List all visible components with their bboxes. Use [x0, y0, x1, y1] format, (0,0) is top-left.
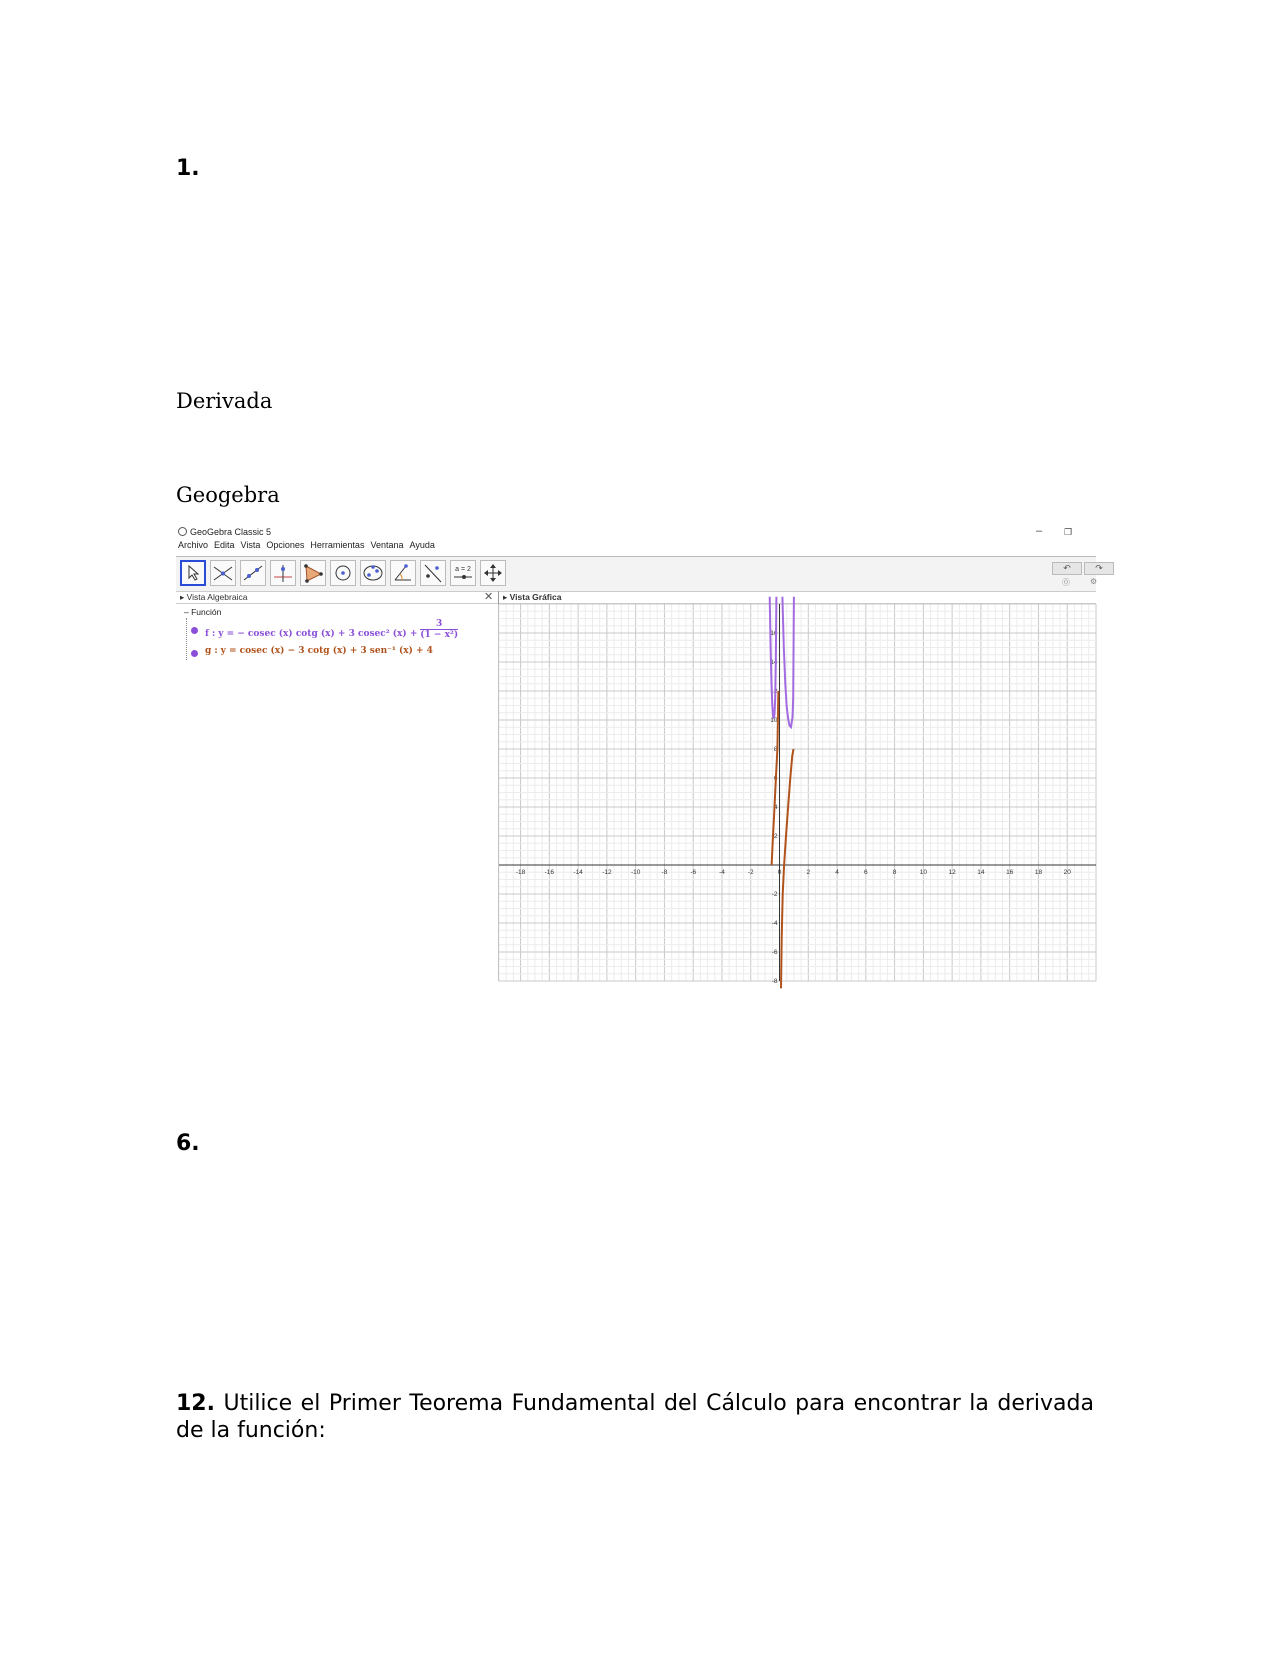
minimize-icon[interactable]: – — [1036, 525, 1043, 537]
graphics-view — [499, 591, 1096, 985]
function-category[interactable]: – Función — [184, 607, 222, 617]
menu-ayuda[interactable]: Ayuda — [409, 540, 435, 550]
x-tick-label: -18 — [515, 869, 526, 876]
y-tick-label: -4 — [771, 920, 778, 927]
geogebra-label: Geogebra — [176, 483, 280, 507]
f-formula[interactable] — [205, 619, 459, 644]
move-tool-button[interactable] — [180, 560, 206, 586]
g-visibility-toggle[interactable] — [191, 650, 198, 657]
redo-icon: ↷ — [1095, 563, 1103, 573]
undo-icon: ↶ — [1063, 563, 1071, 573]
close-icon[interactable]: ✕ — [484, 591, 494, 603]
line-icon — [242, 563, 264, 583]
reflect-line-icon — [422, 563, 444, 583]
menu-herramientas[interactable]: Herramientas — [310, 540, 365, 550]
toolbar — [176, 556, 1103, 592]
item-6-number: 6. — [176, 1131, 200, 1156]
function-plot[interactable] — [499, 604, 1096, 985]
window-titlebar — [176, 524, 1096, 540]
help-icon[interactable]: ⓪ — [1062, 578, 1070, 587]
x-tick-label: -6 — [690, 869, 697, 876]
f-fraction — [420, 619, 458, 640]
menu-archivo[interactable]: Archivo — [178, 540, 209, 550]
x-tick-label: -4 — [719, 869, 725, 876]
g-expression: y = cosec (x) − 3 cotg (x) + 3 sen⁻¹ (x) + 4 — [220, 646, 433, 656]
menu-ventana[interactable]: Ventana — [370, 540, 404, 550]
menu-opciones[interactable]: Opciones — [266, 540, 305, 550]
intersect-point-icon — [212, 563, 234, 583]
ellipse-icon — [362, 563, 384, 583]
x-tick-label: -16 — [544, 869, 555, 876]
settings-icon[interactable]: ⚙ — [1090, 577, 1098, 586]
polygon-tool-button[interactable] — [300, 560, 326, 586]
slider-tool-button[interactable] — [450, 560, 476, 586]
x-tick-label: 8 — [892, 869, 897, 876]
y-tick-label: 10 — [770, 717, 778, 724]
circle-tool-button[interactable] — [330, 560, 356, 586]
x-tick-label: -8 — [661, 869, 668, 876]
menu-bar — [176, 540, 441, 554]
item-12-text: Utilice el Primer Teorema Fundamental del Cálculo para encontrar la derivada de la función: — [176, 1391, 1094, 1443]
menu-vista[interactable]: Vista — [240, 540, 261, 550]
f-curve — [770, 597, 777, 719]
move-view-tool-button[interactable] — [480, 560, 506, 586]
angle-icon — [392, 563, 414, 583]
y-tick-label: 2 — [773, 833, 778, 840]
g-name: g : — [205, 646, 218, 656]
x-tick-label: 12 — [948, 869, 956, 876]
algebra-header-divider — [176, 603, 498, 604]
point-tool-button[interactable] — [210, 560, 236, 586]
f-name: f : — [205, 629, 216, 639]
x-tick-label: 4 — [835, 869, 839, 876]
item-12-number: 12. — [176, 1391, 215, 1416]
y-tick-label: -8 — [771, 978, 778, 985]
geogebra-logo-icon — [178, 527, 187, 536]
y-tick-label: 8 — [773, 746, 778, 753]
x-tick-label: 10 — [919, 869, 927, 876]
item-1-number: 1. — [176, 156, 200, 181]
graphics-header: ▸ Vista Gráfica — [503, 592, 562, 602]
y-tick-label: 14 — [770, 659, 778, 666]
line-tool-button[interactable] — [240, 560, 266, 586]
x-tick-label: -12 — [602, 869, 612, 876]
menu-edita[interactable]: Edita — [214, 540, 235, 550]
x-tick-label: -2 — [747, 869, 754, 876]
reflect-tool-button[interactable] — [420, 560, 446, 586]
circle-icon — [332, 563, 354, 583]
geogebra-screenshot — [176, 524, 1103, 985]
tree-line — [186, 618, 187, 660]
x-tick-label: 14 — [977, 869, 985, 876]
algebra-header-label: Vista Algebraica — [186, 592, 248, 602]
undo-button[interactable] — [1052, 562, 1082, 575]
f-visibility-toggle[interactable] — [191, 627, 198, 634]
item-12-paragraph — [176, 1390, 1094, 1444]
arrow-cursor-icon — [186, 565, 200, 581]
algebra-view — [176, 591, 499, 981]
x-tick-label: 0 — [777, 869, 782, 876]
f-fraction-denominator: (1 − x²) — [420, 630, 459, 640]
conic-tool-button[interactable] — [360, 560, 386, 586]
angle-tool-button[interactable] — [390, 560, 416, 586]
polygon-icon — [302, 563, 324, 583]
y-tick-label: 4 — [773, 804, 778, 811]
move-view-icon — [482, 563, 504, 583]
g-formula[interactable] — [205, 646, 433, 656]
y-tick-label: 12 — [770, 688, 778, 695]
y-tick-label: 6 — [773, 775, 778, 782]
x-tick-label: 16 — [1006, 869, 1014, 876]
x-tick-label: 18 — [1034, 869, 1043, 876]
window-title: GeoGebra Classic 5 — [190, 527, 272, 537]
x-tick-label: 20 — [1063, 869, 1071, 876]
y-tick-label: -6 — [771, 949, 778, 956]
f-fraction-numerator: 3 — [420, 619, 458, 630]
x-tick-label: -10 — [630, 869, 641, 876]
y-tick-label: -2 — [771, 891, 778, 898]
slider-icon — [452, 563, 474, 583]
slider-icon-label: a = 2 — [455, 566, 471, 573]
perpendicular-tool-button[interactable] — [270, 560, 296, 586]
graphics-header-label: Vista Gráfica — [509, 592, 562, 602]
redo-button[interactable] — [1084, 562, 1114, 575]
algebra-header: ▸ Vista Algebraica — [180, 592, 248, 602]
function-category-label: Función — [191, 607, 222, 617]
perpendicular-icon — [272, 563, 294, 583]
restore-icon[interactable]: ❐ — [1064, 527, 1073, 537]
x-tick-label: 2 — [806, 869, 811, 876]
y-tick-label: 16 — [770, 630, 778, 637]
f-expression: y = − cosec (x) cotg (x) + 3 cosec² (x) + — [218, 629, 418, 639]
x-tick-label: -14 — [573, 869, 583, 876]
derivada-label: Derivada — [176, 389, 273, 413]
x-tick-label: 6 — [864, 869, 868, 876]
